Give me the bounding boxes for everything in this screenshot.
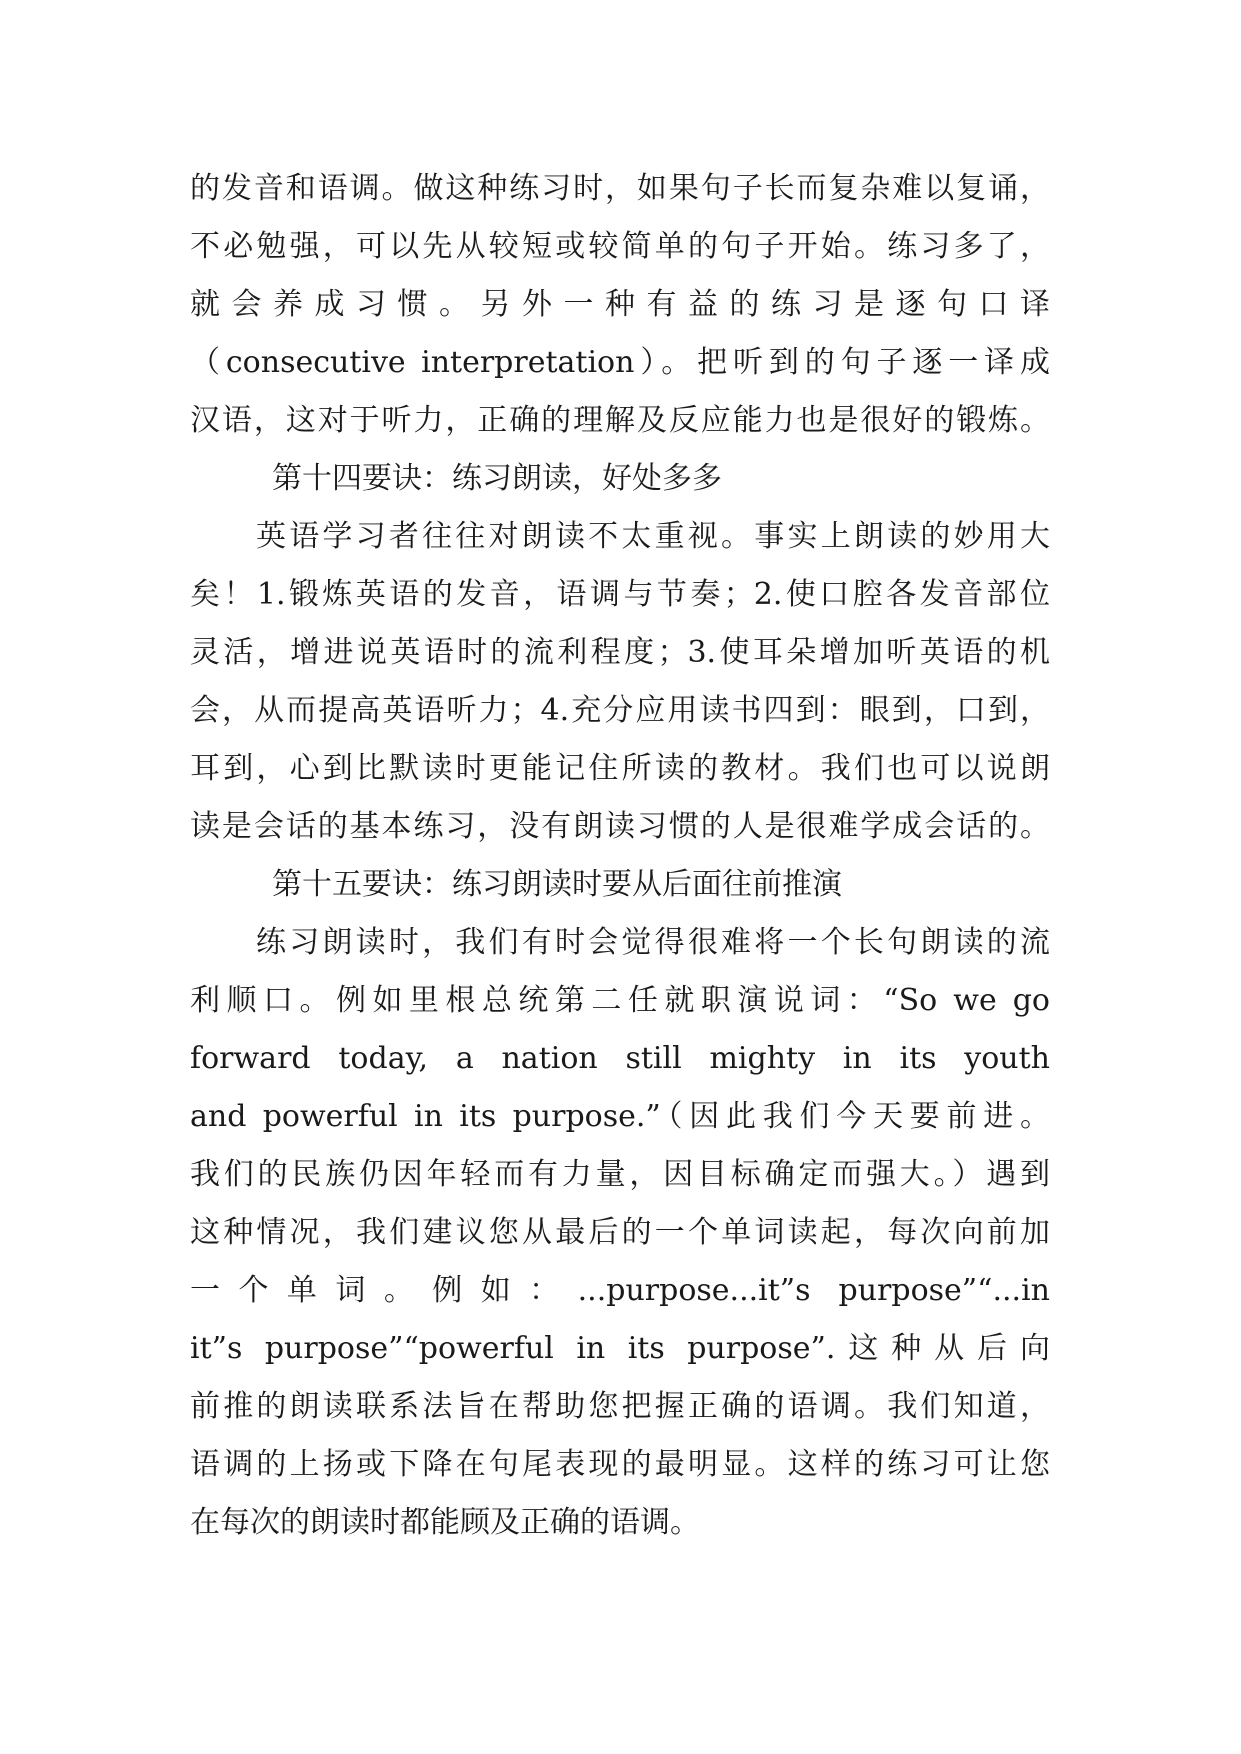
text-line: 汉语，这对于听力，正确的理解及反应能力也是很好的锻炼。 [190, 403, 1050, 438]
text-line: 利顺口。例如里根总统第二任就职演说词：“So we go [190, 983, 1050, 1018]
text-line: and powerful in its purpose.”（因此我们今天要前进。 [190, 1099, 1050, 1134]
text-line: 读是会话的基本练习，没有朗读习惯的人是很难学成会话的。 [190, 809, 1050, 844]
text-line: 前推的朗读联系法旨在帮助您把握正确的语调。我们知道， [190, 1389, 1050, 1424]
text-line: 会，从而提高英语听力；4.充分应用读书四到：眼到，口到， [190, 693, 1050, 728]
text-line: 我们的民族仍因年轻而有力量，因目标确定而强大。）遇到 [190, 1157, 1050, 1192]
text-line: 在每次的朗读时都能顾及正确的语调。 [190, 1505, 700, 1540]
text-line: 的发音和语调。做这种练习时，如果句子长而复杂难以复诵， [190, 171, 1050, 206]
text-line: 不必勉强，可以先从较短或较简单的句子开始。练习多了， [190, 229, 1050, 264]
section-heading: 第十五要诀：练习朗读时要从后面往前推演 [272, 867, 842, 902]
text-line: 耳到，心到比默读时更能记住所读的教材。我们也可以说朗 [190, 751, 1050, 786]
document-body [190, 160, 1050, 1552]
text-line: 矣！1.锻炼英语的发音，语调与节奏；2.使口腔各发音部位 [190, 577, 1050, 612]
paragraph-first-line: 英语学习者往往对朗读不太重视。事实上朗读的妙用大 [256, 519, 1050, 554]
text-line: 语调的上扬或下降在句尾表现的最明显。这样的练习可让您 [190, 1447, 1050, 1482]
text-line: 灵活，增进说英语时的流利程度；3.使耳朵增加听英语的机 [190, 635, 1050, 670]
text-line: 这种情况，我们建议您从最后的一个单词读起，每次向前加 [190, 1215, 1050, 1250]
section-heading: 第十四要诀：练习朗读，好处多多 [272, 461, 722, 496]
text-line: forward today, a nation still mighty in its youth [190, 1041, 1050, 1076]
text-line: 就会养成习惯。另外一种有益的练习是逐句口译 [190, 287, 1050, 322]
text-line: it”s purpose”“powerful in its purpose”.这种从后向 [190, 1331, 1050, 1366]
paragraph-first-line: 练习朗读时，我们有时会觉得很难将一个长句朗读的流 [256, 925, 1050, 960]
text-line: （consecutive interpretation）。把听到的句子逐一译成 [190, 345, 1050, 380]
text-line: 一个单词。例如：...purpose...it”s purpose”“...in [190, 1273, 1050, 1308]
